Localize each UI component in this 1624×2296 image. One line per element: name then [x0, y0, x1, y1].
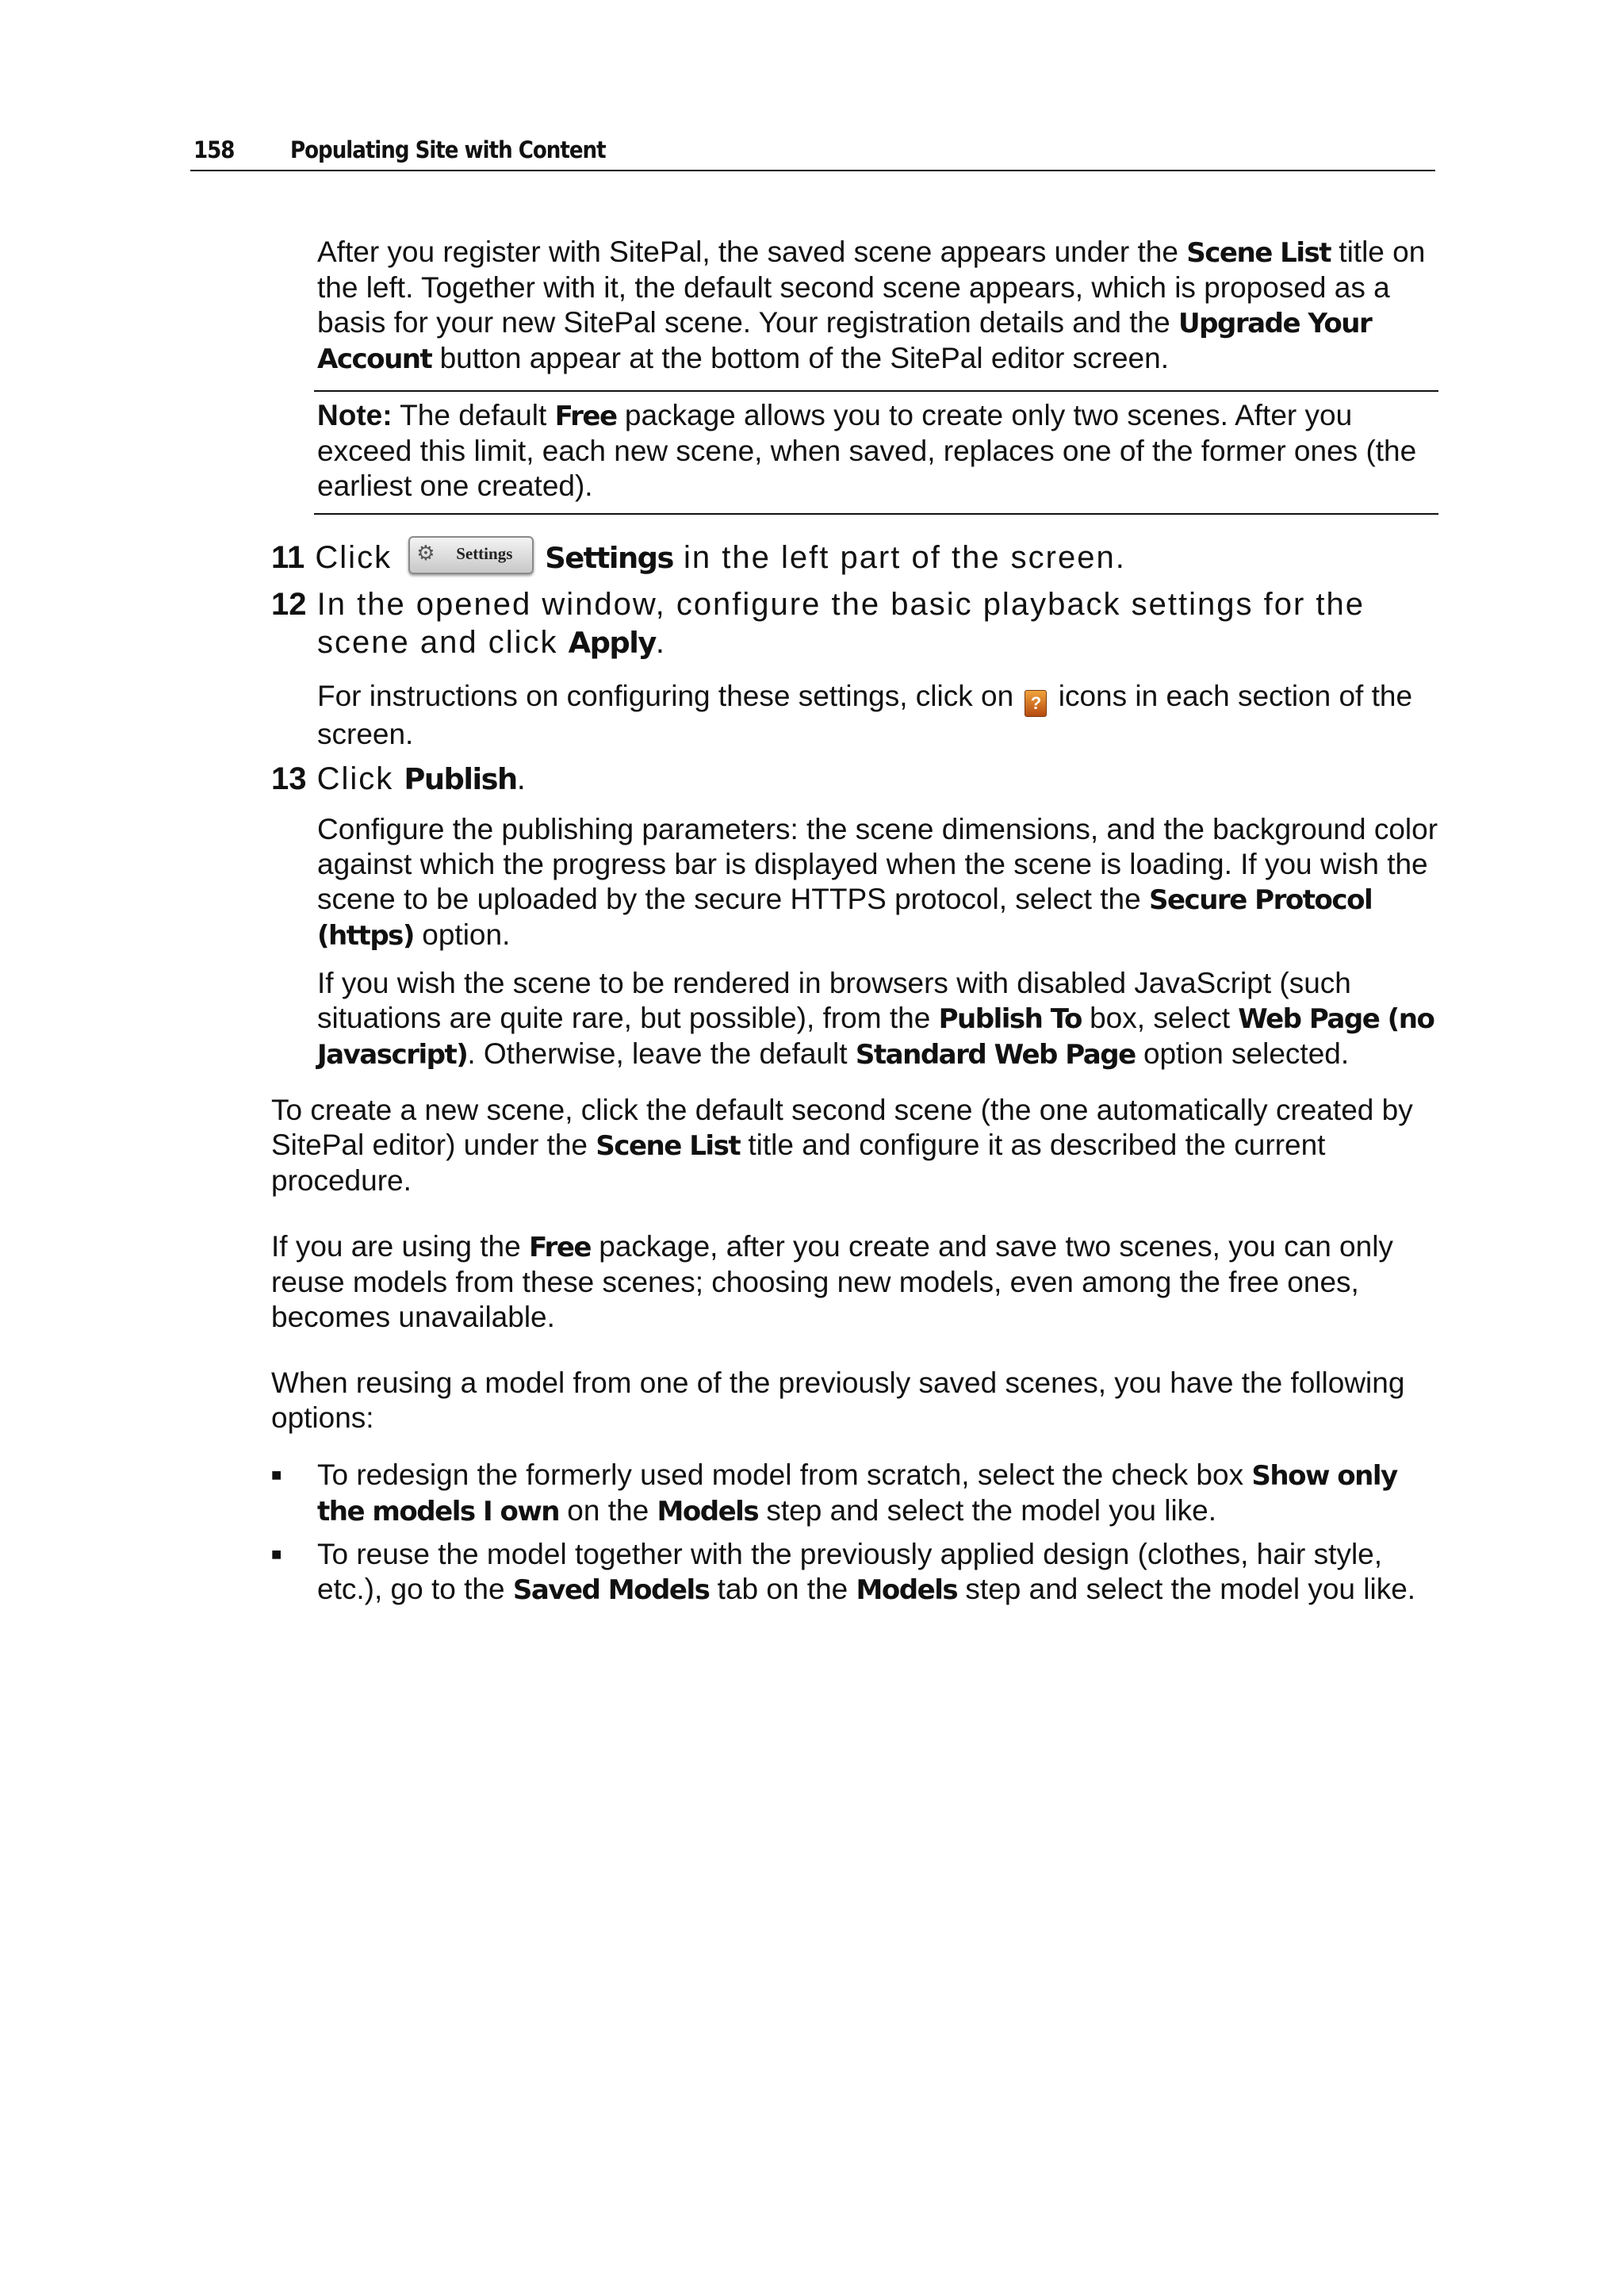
note-label: Note: — [317, 399, 393, 431]
page-number: 158 — [193, 136, 235, 163]
page-header — [190, 135, 1435, 171]
note-box: Note: The default Free package allows you to create only two scenes. After you exceed this limit, each new scene, when saved, replaces one of the former ones (the earliest one created). — [314, 390, 1438, 515]
step-12: 12 In the opened window, configure the basic playback settings for the scene and click Apply. — [271, 587, 1365, 660]
list-item: ■ To reuse the model together with the previously applied design (clothes, hair style, etc.), go to the Saved Models tab on the Models step and select the model you like. — [271, 1538, 1416, 1606]
help-question-icon: ? — [1025, 690, 1047, 717]
step-13: 13 Click Publish. — [271, 761, 527, 796]
step-12-detail: For instructions on configuring these settings, click on ? icons in each section of the screen. — [317, 680, 1413, 750]
running-title: Populating Site with Content — [290, 136, 606, 163]
step-11: 11 Click ⚙ Settings Settings in the left part of the screen. — [271, 536, 1445, 577]
bullet-square-icon: ■ — [271, 1544, 282, 1564]
list-item: ■ To redesign the formerly used model from scratch, select the check box Show only the models I own on the Models step and select the model you like. — [271, 1458, 1397, 1527]
step-13-detail-2: If you wish the scene to be rendered in browsers with disabled JavaScript (such situations are quite rare, but possible), from the Publish To box, select Web Page (no Javascript). Otherwise, leave the default Standard Web Page option selected. — [317, 967, 1434, 1071]
free-package-paragraph: If you are using the Free package, after you create and save two scenes, you can only reuse models from these scenes; choosing new models, even among the free ones, becomes unavailable. — [271, 1230, 1393, 1333]
settings-button-icon: ⚙ Settings — [408, 536, 534, 574]
new-scene-paragraph: To create a new scene, click the default second scene (the one automatically created by SitePal editor) under the Scene List title and configure it as described the current procedure. — [271, 1094, 1413, 1197]
intro-paragraph: After you register with SitePal, the saved scene appears under the Scene List title on the left. Together with it, the default second scene appears, which is proposed as a basis for your new SitePal scene. Your registration details and the Upgrade Your Account button appear at the bottom of the SitePal editor screen. — [317, 236, 1426, 375]
reuse-model-paragraph: When reusing a model from one of the previously saved scenes, you have the following options: — [271, 1366, 1405, 1434]
settings-gear-icon: ⚙ — [416, 541, 435, 565]
bullet-square-icon: ■ — [271, 1465, 282, 1485]
step-13-detail-1: Configure the publishing parameters: the scene dimensions, and the background color against which the progress bar is displayed when the scene is loading. If you wish the scene to be uploaded by the secure HTTPS protocol, select the Secure Protocol (https) option. — [317, 813, 1438, 952]
